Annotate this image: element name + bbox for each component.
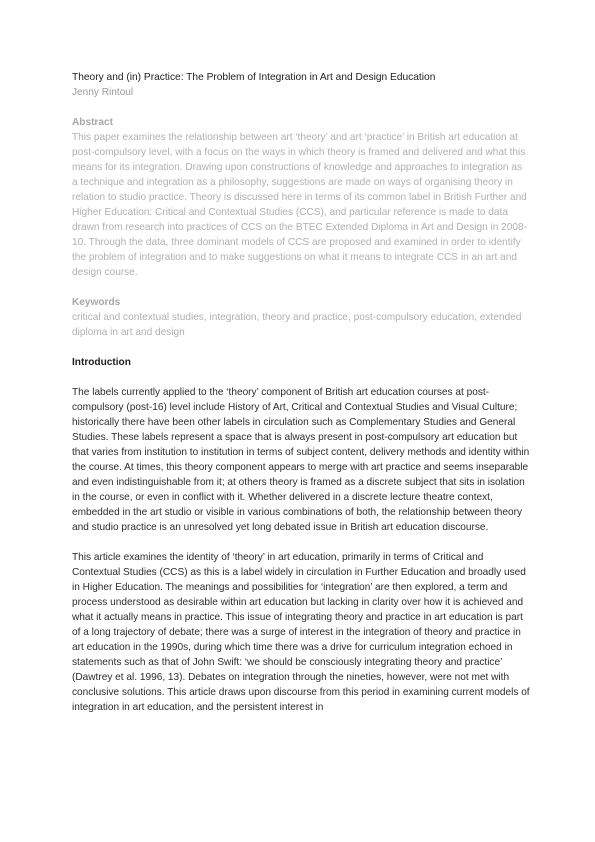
paper-title: Theory and (in) Practice: The Problem of Integration in Art and Design Education [72,72,436,83]
abstract-text: This paper examines the relationship between art ‘theory’ and art ‘practice’ in British art education at post-compulsory level, with a focus on the ways in which theory is framed and delivered and what this means for its integration. Drawing upon constructions of knowledge and approaches to integration as a technique and integration as a philosophy, suggestions are made on ways of organising theory in relation to studio practice. Theory is discussed here in terms of its common label in British Further and Higher Education: Critical and Contextual Studies (CCS), and particular reference is made to data drawn from research into practices of CCS on the BTEC Extended Diploma in Art and Design in 2008-10. Through the data, three dominant models of CCS are proposed and examined in order to identify the problem of integration and to make suggestions on what it means to integrate CCS in an art and design course. [72,132,528,278]
paper-page [72,70,530,715]
keywords-heading: Keywords [72,297,121,308]
introduction-heading: Introduction [72,357,131,368]
body-paragraph-1: The labels currently applied to the ‘theory’ component of British art education courses at post-compulsory (post-16) level include History of Art, Critical and Contextual Studies and Visual Culture; historically there have been other labels in circulation such as Complementary Studies and General Studies. These labels represent a space that is always present in post-compulsory art education but that varies from institution to institution in terms of subject content, delivery methods and identity within the course. At times, this theory component appears to merge with art practice and seems inseparable and even indistinguishable from it; at others theory is framed as a discrete subject that sits in isolation in the course, or even in conflict with it. Whether delivered in a discrete lecture theatre context, embedded in the art studio or visible in various combinations of both, the relationship between theory and studio practice is an unresolved yet long debated issue in British art education discourse. [72,387,530,533]
abstract-heading: Abstract [72,117,113,128]
body-paragraph-2: This article examines the identity of ‘theory’ in art education, primarily in terms of Critical and Contextual Studies (CCS) as this is a label widely in circulation in Further Education and broadly used in Higher Education. The meanings and possibilities for ‘integration’ are then explored, a term and process understood as desirable within art education but lacking in clarity over how it is achieved and what it actually means in practice. This issue of integrating theory and practice in art education is part of a long trajectory of debate; there was a surge of interest in the integration of theory and practice in art education in the 1990s, during which time there was a drive for curriculum integration echoed in statements such as that of John Swift: ‘we should be consciously integrating theory and practice’ (Dawtrey et al. 1996, 13). Debates on integration through the nineties, however, were not met with conclusive solutions. This article draws upon discourse from this period in examining current models of integration in art education, and the persistent interest in [72,552,530,713]
keywords-text: critical and contextual studies, integration, theory and practice, post-compulsory education, extended diploma in art and design [72,312,522,338]
paper-author: Jenny Rintoul [72,87,134,98]
